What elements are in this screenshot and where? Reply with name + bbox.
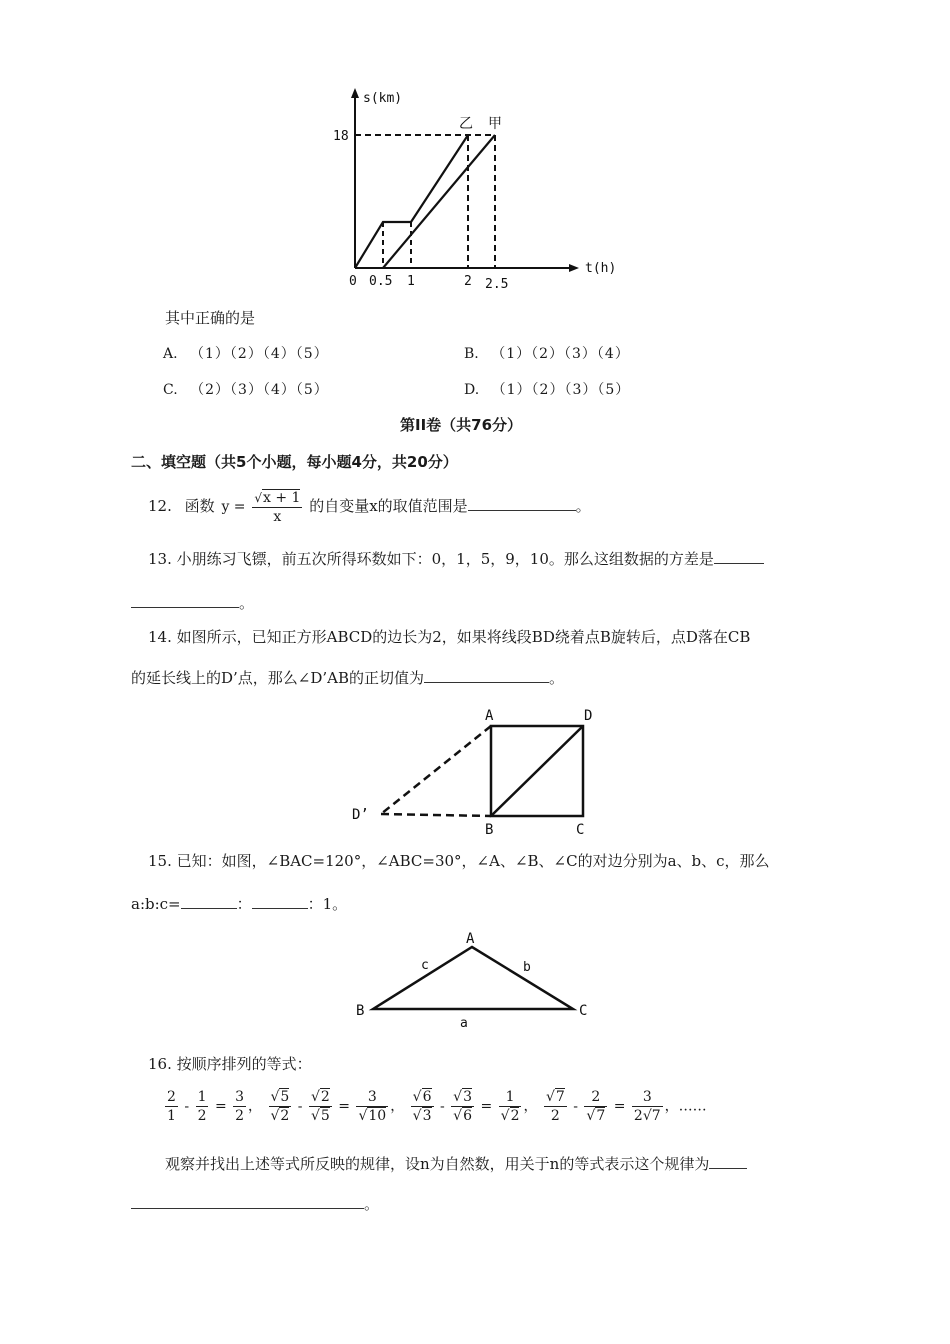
fraction: $\frac{3}{√10}$	[358, 1089, 387, 1124]
fraction: $\frac{3}{2}$	[235, 1089, 245, 1124]
line-label-yi: 乙	[459, 116, 473, 132]
q15-end: ：1。	[307, 895, 348, 913]
label-side-c: c	[421, 958, 429, 973]
comma: ，	[523, 1098, 538, 1115]
q16-answer-blank-1[interactable]	[709, 1154, 747, 1169]
q13-text: 13. 小朋练习飞镖，前五次所得环数如下：0，1，5，9，10。那么这组数据的方差是	[148, 550, 714, 568]
label-side-a: a	[460, 1016, 468, 1031]
q12-formula-lhs: y =	[221, 499, 246, 515]
fraction: $\frac{√2}{√5}$	[310, 1089, 330, 1124]
q12-formula-denominator: x	[273, 508, 282, 525]
minus-sign: -	[573, 1098, 578, 1115]
fraction: $\frac{√3}{√6}$	[453, 1089, 472, 1124]
q12-formula-numerator: x + 1	[262, 489, 301, 506]
square-diagram	[345, 700, 615, 840]
fraction: $\frac{√6}{√3}$	[412, 1089, 432, 1124]
q15-ratio-prefix: a:b:c=	[131, 895, 181, 913]
option-a	[163, 343, 329, 363]
x-tick-2: 2	[464, 274, 472, 289]
q12-answer-blank[interactable]	[468, 496, 576, 511]
q13-answer-blank-1[interactable]	[714, 549, 764, 564]
q14-answer-blank[interactable]	[424, 668, 549, 683]
fraction: $\frac{1}{√2}$	[500, 1089, 520, 1124]
q12-number: 12.	[148, 497, 172, 515]
fraction: $\frac{1}{2}$	[197, 1089, 207, 1124]
equals-sign: =	[480, 1098, 493, 1115]
section-heading: 二、填空题（共5个小题，每小题4分，共20分）	[131, 453, 458, 471]
label-side-b: b	[523, 960, 531, 975]
triangle-diagram	[345, 930, 605, 1035]
ellipsis: ，……	[664, 1098, 707, 1115]
y-tick-18: 18	[333, 129, 349, 144]
line-label-jia: 甲	[488, 116, 502, 132]
y-axis-label: s(km)	[363, 91, 403, 106]
q12-post: 的自变量x的取值范围是	[309, 497, 468, 515]
q13-end: 。	[239, 594, 255, 612]
equals-sign: =	[338, 1098, 351, 1115]
distance-time-graph	[335, 80, 625, 295]
option-letter: A.	[163, 346, 178, 362]
minus-sign: -	[439, 1098, 445, 1115]
label-B: B	[356, 1003, 365, 1019]
q14-line2	[131, 667, 564, 688]
fraction: $\frac{3}{2√7}$	[633, 1089, 661, 1124]
equals-sign: =	[214, 1098, 227, 1115]
q12-formula-fraction: $\frac{√x + 1}{x}$	[254, 489, 301, 525]
option-letter: C.	[163, 382, 178, 398]
minus-sign: -	[184, 1098, 190, 1115]
label-C: C	[579, 1003, 588, 1019]
comma: ，	[390, 1098, 405, 1115]
q14-end: 。	[549, 669, 565, 687]
label-A: A	[466, 931, 475, 947]
q15-answer-blank-2[interactable]	[252, 894, 308, 909]
q16-equations	[163, 1088, 707, 1125]
q16-text: 观察并找出上述等式所反映的规律，设n为自然数，用关于n的等式表示这个规律为	[165, 1155, 710, 1173]
minus-sign: -	[297, 1098, 303, 1115]
comma: ，	[248, 1098, 263, 1115]
question-12	[148, 486, 591, 527]
section-title: 第II卷（共76分）	[400, 416, 523, 434]
option-text: （1）（2）（3）（4）	[491, 346, 630, 362]
x-tick-0: 0	[349, 274, 357, 289]
q14-text: 的延长线上的D’点，那么∠D’AB的正切值为	[131, 669, 425, 687]
fraction: $\frac{√5}{√2}$	[270, 1089, 290, 1124]
q15-line1: 15. 已知：如图，∠BAC=120°，∠ABC=30°，∠A、∠B、∠C的对边分别为a、b、c，那么	[148, 852, 770, 870]
q12-end: 。	[575, 497, 591, 515]
label-A: A	[485, 708, 494, 724]
option-text: （1）（2）（4）（5）	[190, 346, 329, 362]
option-d	[464, 379, 630, 399]
fraction: $\frac{2}{1}$	[167, 1089, 176, 1124]
q16-line1: 16. 按顺序排列的等式：	[148, 1055, 312, 1073]
q16-line3	[165, 1153, 747, 1174]
q13-answer-blank-2[interactable]	[131, 593, 239, 608]
label-B: B	[485, 822, 494, 838]
fraction: $\frac{2}{√7}$	[586, 1089, 606, 1124]
equals-sign: =	[613, 1098, 626, 1115]
q15-line2	[131, 893, 347, 914]
q13-line2	[131, 592, 254, 613]
q16-end: 。	[364, 1195, 380, 1213]
q11-prompt: 其中正确的是	[165, 309, 256, 327]
q16-answer-blank-2[interactable]	[131, 1194, 364, 1209]
x-tick-1: 1	[407, 274, 415, 289]
option-letter: B.	[464, 346, 479, 362]
label-C: C	[576, 822, 585, 838]
fraction: $\frac{√7}{2}$	[545, 1089, 565, 1124]
x-axis-label: t(h)	[585, 261, 617, 276]
option-text: （1）（2）（3）（5）	[491, 382, 631, 398]
q15-answer-blank-1[interactable]	[181, 894, 237, 909]
q13-line1	[148, 548, 764, 569]
option-b	[464, 343, 630, 363]
q12-pre: 函数	[184, 497, 215, 515]
label-D: D	[584, 708, 593, 724]
option-text: （2）（3）（4）（5）	[190, 382, 329, 398]
q16-line4	[131, 1193, 379, 1214]
option-letter: D.	[464, 382, 480, 398]
label-D-prime: D’	[352, 807, 369, 823]
x-tick-0.5: 0.5	[369, 274, 393, 289]
q14-line1: 14. 如图所示，已知正方形ABCD的边长为2，如果将线段BD绕着点B旋转后，点D落在CB	[148, 628, 751, 646]
q15-separator: ：	[236, 895, 252, 913]
x-tick-2.5: 2.5	[485, 277, 509, 292]
option-c	[163, 379, 329, 399]
